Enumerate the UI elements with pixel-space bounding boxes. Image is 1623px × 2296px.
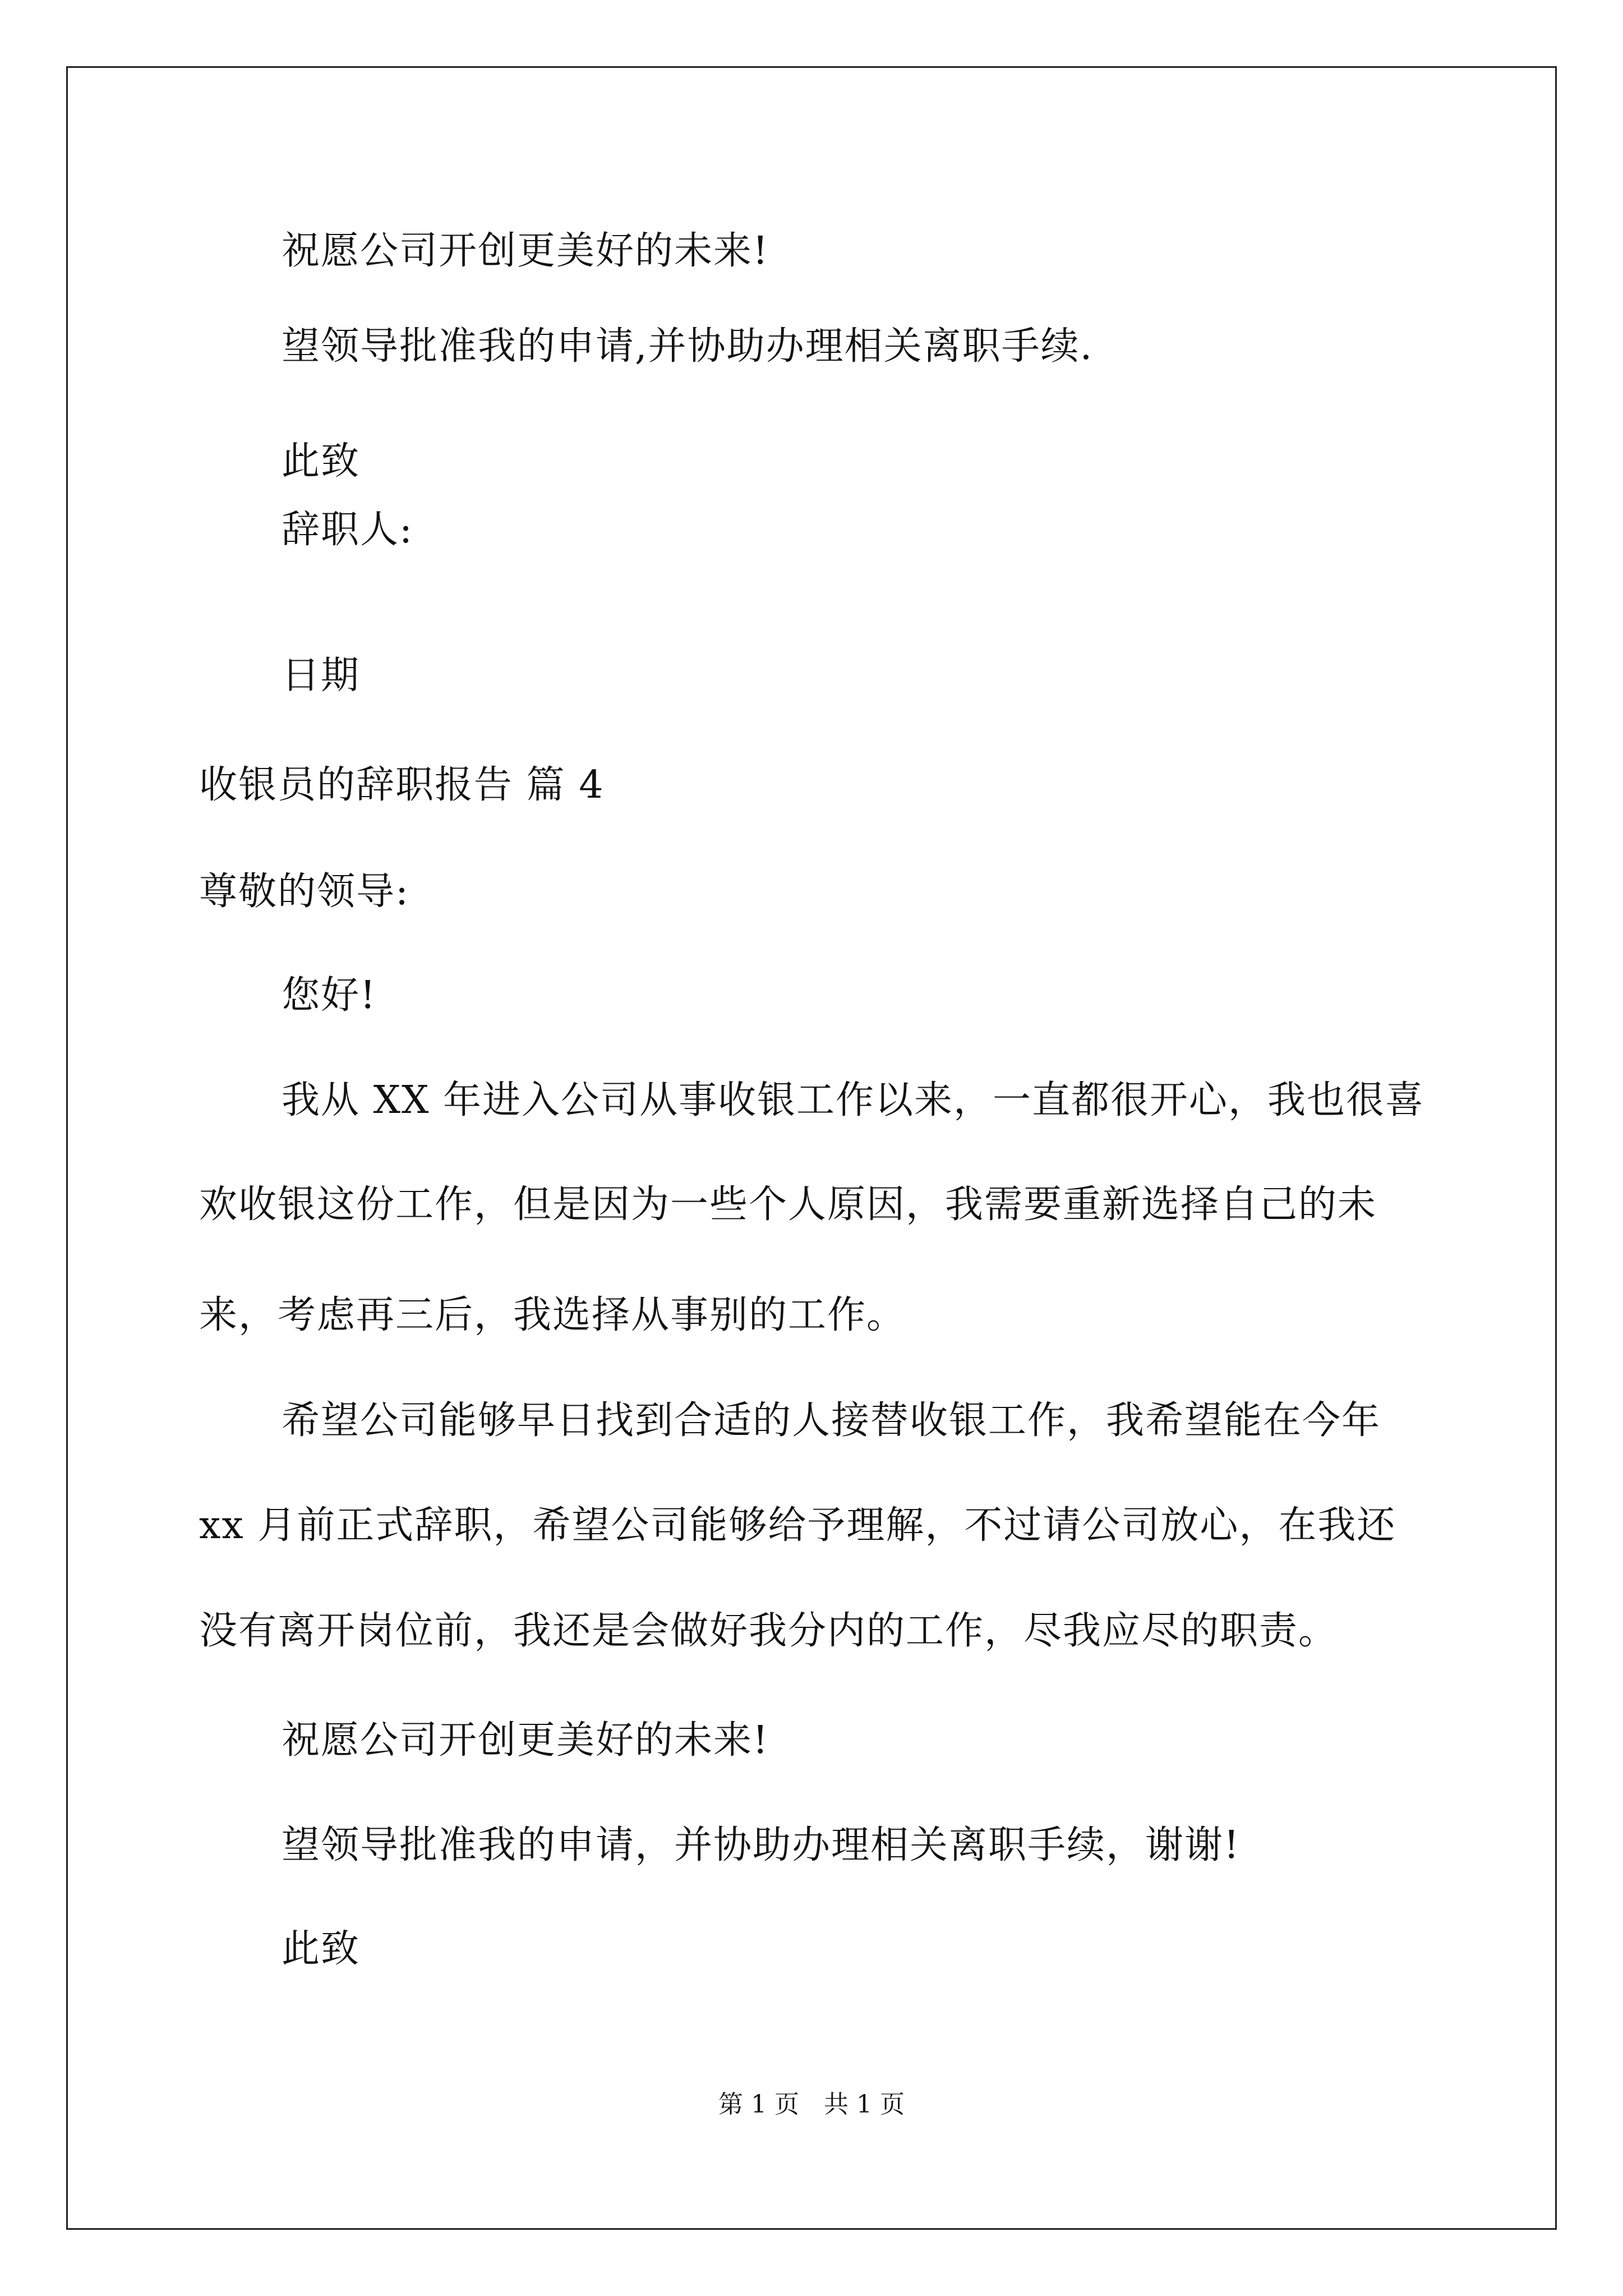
paragraph-body-2-line-2: xx 月前正式辞职，希望公司能够给予理解，不过请公司放心，在我还 bbox=[199, 1503, 1396, 1548]
page-border bbox=[66, 66, 1557, 2230]
paragraph-body-1-line-1: 我从 XX 年进入公司从事收银工作以来，一直都很开心，我也很喜 bbox=[282, 1078, 1425, 1122]
paragraph-blessing: 祝愿公司开创更美好的未来! bbox=[282, 229, 769, 273]
paragraph-body-2-line-3: 没有离开岗位前，我还是会做好我分内的工作，尽我应尽的职责。 bbox=[199, 1609, 1338, 1653]
greeting-recipient: 尊敬的领导: bbox=[199, 869, 409, 914]
section-title: 收银员的辞职报告 篇 4 bbox=[199, 763, 605, 807]
paragraph-body-1-line-3: 来，考虑再三后，我选择从事别的工作。 bbox=[199, 1293, 906, 1337]
signature-resigner: 辞职人: bbox=[282, 508, 413, 552]
paragraph-body-2-line-1: 希望公司能够早日找到合适的人接替收银工作，我希望能在今年 bbox=[282, 1398, 1381, 1443]
paragraph-blessing-2: 祝愿公司开创更美好的未来! bbox=[282, 1718, 769, 1763]
paragraph-request: 望领导批准我的申请,并协助办理相关离职手续. bbox=[282, 324, 1094, 369]
page-footer: 第 1 页 共 1 页 bbox=[718, 2090, 905, 2119]
signature-date: 日期 bbox=[282, 654, 361, 698]
paragraph-body-1-line-2: 欢收银这份工作，但是因为一些个人原因，我需要重新选择自己的未 bbox=[199, 1182, 1377, 1227]
closing-salutation-2: 此致 bbox=[282, 1927, 361, 1971]
greeting-hello: 您好! bbox=[282, 973, 377, 1018]
paragraph-request-2: 望领导批准我的申请，并协助办理相关离职手续，谢谢! bbox=[282, 1823, 1241, 1867]
closing-salutation: 此致 bbox=[282, 439, 361, 484]
